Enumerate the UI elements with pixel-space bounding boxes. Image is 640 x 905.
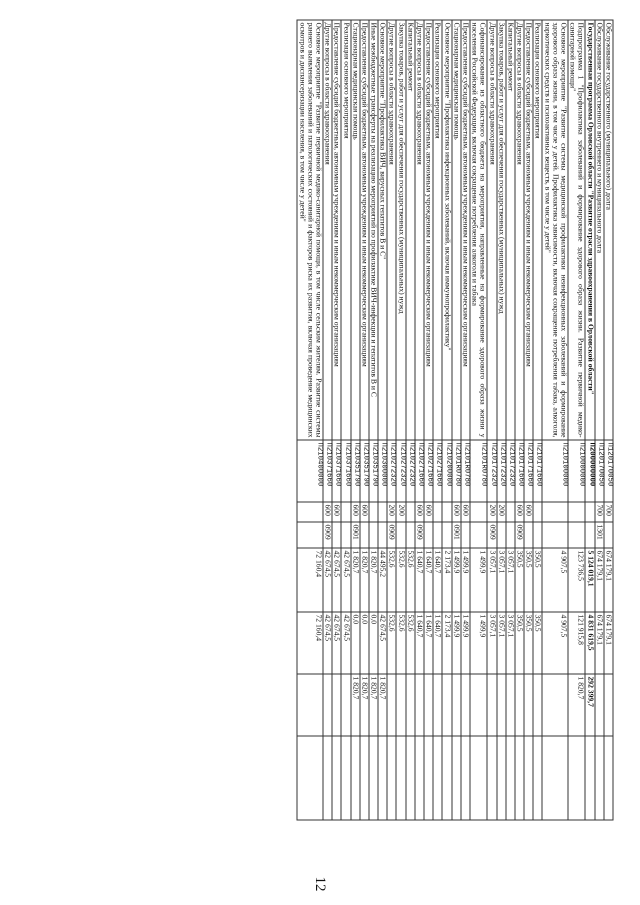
amount-total-cell: 42 674,5 (323, 548, 332, 612)
section-code-cell (332, 522, 341, 548)
amount-extra-cell (497, 736, 506, 820)
table-row (332, 20, 341, 820)
amount-total-cell: 532,6 (387, 548, 396, 612)
table-row (533, 20, 542, 820)
table-row (604, 20, 613, 820)
amount-federal-cell (433, 674, 442, 736)
amount-federal-cell: 1 820,7 (378, 674, 387, 736)
section-code-cell (497, 522, 506, 548)
table-row (487, 20, 496, 820)
row-name-cell: Предоставление субсидий бюджетным, автономным учреждениям и иным некоммерческим организациям (424, 20, 433, 440)
target-code-cell: П210272320 (387, 440, 396, 502)
amount-extra-cell (415, 736, 424, 820)
amount-federal-cell (452, 674, 461, 736)
table-row (515, 20, 524, 820)
row-name-cell: Закупка товаров, работ и услуг для обеспечения государственных (муниципальных) нужд (497, 20, 506, 440)
target-code-cell: П2101R0780 (470, 440, 487, 502)
expense-type-cell: 700 (595, 502, 604, 522)
amount-regional-cell: 42 674,5 (332, 612, 341, 674)
table-row (406, 20, 415, 820)
amount-regional-cell: 674 179,1 (604, 612, 613, 674)
row-name-cell: Государственная программа Орловской области "Развитие отрасли здравоохранения в Орловской области" (585, 20, 594, 440)
amount-total-cell: 350,5 (533, 548, 542, 612)
amount-extra-cell (585, 736, 594, 820)
row-name-cell: Основное мероприятие "Развитие первичной медико-санитарной помощи, в том числе сельским жителям. Развитие системы раннего выявления заболеваний и патологических состояний и факторов риска их развития, включая проведение медицинских осмотров и диспансеризации населения, в том числе у детей" (297, 20, 323, 440)
amount-extra-cell (461, 736, 470, 820)
expense-type-cell (533, 502, 542, 522)
budget-table (297, 20, 614, 821)
section-code-cell (604, 522, 613, 548)
row-name-cell: Капитальный ремонт (406, 20, 415, 440)
section-code-cell (461, 522, 470, 548)
table-row (351, 20, 360, 820)
row-name-cell: Другие вопросы в области здравоохранения (515, 20, 524, 440)
table-row (360, 20, 369, 820)
target-code-cell: П120170050 (604, 440, 613, 502)
target-code-cell: П2101R0780 (452, 440, 461, 502)
row-name-cell: Другие вопросы в области здравоохранения (387, 20, 396, 440)
section-code-cell (360, 522, 369, 548)
rotated-table-container (31, 20, 614, 820)
expense-type-cell: 600 (452, 502, 461, 522)
amount-regional-cell: 532,6 (406, 612, 415, 674)
target-code-cell: П210200000 (442, 440, 451, 502)
amount-regional-cell: 532,6 (387, 612, 396, 674)
table-row (470, 20, 487, 820)
amount-regional-cell: 350,5 (533, 612, 542, 674)
table-row (568, 20, 585, 820)
table-row (497, 20, 506, 820)
amount-federal-cell: 292 399,7 (585, 674, 594, 736)
expense-type-cell (406, 502, 415, 522)
section-code-cell: 0901 (452, 522, 461, 548)
section-code-cell (341, 522, 350, 548)
row-name-cell: Другие вопросы в области здравоохранения (323, 20, 332, 440)
table-row (543, 20, 569, 820)
row-name-cell: Другие вопросы в области здравоохранения (487, 20, 496, 440)
table-row (415, 20, 424, 820)
amount-total-cell: 3 057,1 (497, 548, 506, 612)
amount-regional-cell: 1 499,9 (470, 612, 487, 674)
row-name-cell: Иные межбюджетные трансферты на реализацию мероприятий по профилактике ВИЧ-инфекции и гепатитов В и С (369, 20, 378, 440)
amount-federal-cell (497, 674, 506, 736)
section-code-cell: 0909 (487, 522, 496, 548)
amount-extra-cell (332, 736, 341, 820)
section-code-cell (406, 522, 415, 548)
target-code-cell: П120170050 (595, 440, 604, 502)
table-row (452, 20, 461, 820)
section-code-cell (397, 522, 406, 548)
section-code-cell: 0909 (323, 522, 332, 548)
target-code-cell: П210272320 (406, 440, 415, 502)
amount-total-cell: 1 820,7 (369, 548, 378, 612)
amount-federal-cell (604, 674, 613, 736)
section-code-cell (378, 522, 387, 548)
expense-type-cell: 600 (461, 502, 470, 522)
section-code-cell (568, 522, 585, 548)
row-name-cell: Реализация основного мероприятия (433, 20, 442, 440)
amount-total-cell: 2 173,4 (442, 548, 451, 612)
amount-extra-cell (568, 736, 585, 820)
table-row (524, 20, 533, 820)
target-code-cell: П210171660 (515, 440, 524, 502)
amount-extra-cell (604, 736, 613, 820)
amount-total-cell: 1 640,7 (424, 548, 433, 612)
amount-regional-cell: 350,5 (524, 612, 533, 674)
expense-type-cell (433, 502, 442, 522)
amount-regional-cell: 1 499,9 (461, 612, 470, 674)
amount-extra-cell (506, 736, 515, 820)
amount-extra-cell (397, 736, 406, 820)
target-code-cell: П210171660 (524, 440, 533, 502)
table-row (506, 20, 515, 820)
target-code-cell: П210172320 (506, 440, 515, 502)
section-code-cell (442, 522, 451, 548)
target-code-cell: П200000000 (585, 440, 594, 502)
row-name-cell: Реализация основного мероприятия (341, 20, 350, 440)
section-code-cell (424, 522, 433, 548)
section-code-cell (585, 522, 594, 548)
target-code-cell: П2101R0780 (461, 440, 470, 502)
amount-federal-cell: 1 820,7 (360, 674, 369, 736)
expense-type-cell (568, 502, 585, 522)
expense-type-cell: 600 (323, 502, 332, 522)
amount-regional-cell: 0,0 (351, 612, 360, 674)
table-row (297, 20, 323, 820)
expense-type-cell: 200 (397, 502, 406, 522)
expense-type-cell: 200 (387, 502, 396, 522)
amount-total-cell: 5 124 019,1 (585, 548, 594, 612)
amount-regional-cell: 72 160,4 (297, 612, 323, 674)
amount-total-cell: 3 057,1 (506, 548, 515, 612)
amount-federal-cell (543, 674, 569, 736)
amount-regional-cell: 3 057,1 (506, 612, 515, 674)
table-row (323, 20, 332, 820)
section-code-cell (506, 522, 515, 548)
amount-federal-cell (332, 674, 341, 736)
amount-extra-cell (452, 736, 461, 820)
amount-extra-cell (323, 736, 332, 820)
amount-regional-cell: 1 499,9 (452, 612, 461, 674)
target-code-cell: П210271660 (424, 440, 433, 502)
expense-type-cell: 700 (604, 502, 613, 522)
expense-type-cell (341, 502, 350, 522)
row-name-cell: Основное мероприятие "Развитие системы медицинской профилактики неинфекционных заболеваний и формирование здорового образа жизни, в том числе у детей. Профилактика зависимости, включая сокращение потребления табака, алкоголя, наркотических средств и психоактивных веществ, в том числе у детей" (543, 20, 569, 440)
section-code-cell: 0901 (351, 522, 360, 548)
amount-extra-cell (524, 736, 533, 820)
section-code-cell (369, 522, 378, 548)
amount-total-cell: 123 736,5 (568, 548, 585, 612)
amount-regional-cell: 3 057,1 (497, 612, 506, 674)
amount-regional-cell: 1 640,7 (415, 612, 424, 674)
table-row (369, 20, 378, 820)
amount-federal-cell (323, 674, 332, 736)
amount-total-cell: 1 640,7 (433, 548, 442, 612)
amount-extra-cell (533, 736, 542, 820)
amount-total-cell: 42 674,5 (341, 548, 350, 612)
section-code-cell: 0909 (415, 522, 424, 548)
amount-total-cell: 1 499,9 (470, 548, 487, 612)
amount-federal-cell (595, 674, 604, 736)
expense-type-cell: 200 (487, 502, 496, 522)
amount-total-cell: 350,5 (524, 548, 533, 612)
row-name-cell: Предоставление субсидий бюджетным, автономным учреждениям и иным некоммерческим организациям (332, 20, 341, 440)
amount-total-cell: 3 057,1 (487, 548, 496, 612)
amount-regional-cell: 0,0 (360, 612, 369, 674)
section-code-cell (470, 522, 487, 548)
amount-extra-cell (360, 736, 369, 820)
section-code-cell: 0909 (515, 522, 524, 548)
amount-federal-cell (424, 674, 433, 736)
amount-regional-cell: 350,5 (515, 612, 524, 674)
expense-type-cell: 600 (332, 502, 341, 522)
amount-federal-cell (470, 674, 487, 736)
target-code-cell: П210371660 (341, 440, 350, 502)
target-code-cell: П210000000 (568, 440, 585, 502)
amount-federal-cell: 1 820,7 (568, 674, 585, 736)
target-code-cell: П210100000 (543, 440, 569, 502)
expense-type-cell: 600 (415, 502, 424, 522)
amount-regional-cell: 674 179,1 (595, 612, 604, 674)
target-code-cell: П210172320 (487, 440, 496, 502)
section-code-cell (543, 522, 569, 548)
section-code-cell (297, 522, 323, 548)
amount-regional-cell: 532,6 (397, 612, 406, 674)
row-name-cell: Закупка товаров, работ и услуг для обеспечения государственных (муниципальных) нужд (397, 20, 406, 440)
row-name-cell: Основное мероприятие "Профилактика ВИЧ, вирусных гепатитов В и С" (378, 20, 387, 440)
amount-federal-cell (442, 674, 451, 736)
row-name-cell: Обслуживание государственного внутреннего и муниципального долга (595, 20, 604, 440)
row-name-cell: Предоставление субсидий бюджетным, автономным учреждениям и иным некоммерческим организациям (360, 20, 369, 440)
table-row (387, 20, 396, 820)
amount-total-cell: 350,5 (515, 548, 524, 612)
row-name-cell: Обслуживание государственного (муниципального) долга (604, 20, 613, 440)
target-code-cell: П210351790 (369, 440, 378, 502)
amount-regional-cell: 3 057,1 (487, 612, 496, 674)
section-code-cell (533, 522, 542, 548)
expense-type-cell (442, 502, 451, 522)
amount-federal-cell (506, 674, 515, 736)
expense-type-cell (378, 502, 387, 522)
amount-regional-cell: 2 173,4 (442, 612, 451, 674)
expense-type-cell (470, 502, 487, 522)
amount-regional-cell: 4 831 619,5 (585, 612, 594, 674)
amount-federal-cell (415, 674, 424, 736)
section-code-cell (433, 522, 442, 548)
amount-extra-cell (595, 736, 604, 820)
expense-type-cell: 600 (424, 502, 433, 522)
row-name-cell: Капитальный ремонт (506, 20, 515, 440)
amount-regional-cell: 1 640,7 (433, 612, 442, 674)
table-row (442, 20, 451, 820)
amount-total-cell: 674 179,1 (604, 548, 613, 612)
amount-extra-cell (487, 736, 496, 820)
amount-extra-cell (406, 736, 415, 820)
amount-extra-cell (378, 736, 387, 820)
amount-extra-cell (387, 736, 396, 820)
expense-type-cell: 600 (524, 502, 533, 522)
amount-regional-cell: 0,0 (369, 612, 378, 674)
row-name-cell: Предоставление субсидий бюджетным, автономным учреждениям и иным некоммерческим организациям (461, 20, 470, 440)
amount-regional-cell: 42 674,5 (323, 612, 332, 674)
amount-extra-cell (433, 736, 442, 820)
amount-federal-cell (524, 674, 533, 736)
amount-total-cell: 1 499,9 (461, 548, 470, 612)
amount-federal-cell (406, 674, 415, 736)
target-code-cell: П210371660 (323, 440, 332, 502)
target-code-cell: П210272320 (397, 440, 406, 502)
amount-total-cell: 532,6 (397, 548, 406, 612)
amount-federal-cell (533, 674, 542, 736)
target-code-cell: П210271660 (415, 440, 424, 502)
target-code-cell: П210271660 (433, 440, 442, 502)
amount-extra-cell (297, 736, 323, 820)
amount-extra-cell (543, 736, 569, 820)
amount-extra-cell (424, 736, 433, 820)
target-code-cell: П210300000 (378, 440, 387, 502)
amount-total-cell: 72 160,4 (297, 548, 323, 612)
table-row (378, 20, 387, 820)
amount-extra-cell (442, 736, 451, 820)
amount-federal-cell (397, 674, 406, 736)
page-number: 12 (312, 876, 328, 892)
amount-federal-cell: 1 820,7 (369, 674, 378, 736)
amount-federal-cell: 1 820,7 (351, 674, 360, 736)
row-name-cell: Стационарная медицинская помощь (452, 20, 461, 440)
row-name-cell: Основное мероприятие "Профилактика инфекционных заболеваний, включая иммунопрофилактику" (442, 20, 451, 440)
expense-type-cell: 600 (351, 502, 360, 522)
expense-type-cell (506, 502, 515, 522)
row-name-cell: Софинансирование из областного бюджета на мероприятия, направленные на формирование здорового образа жизни у населения Российской Федерации, включая сокращение потребления алкоголя и табака (470, 20, 487, 440)
document-page (30, 20, 613, 820)
table-row (341, 20, 350, 820)
amount-federal-cell (515, 674, 524, 736)
row-name-cell: Предоставление субсидий бюджетным, автономным учреждениям и иным некоммерческим организациям (524, 20, 533, 440)
row-name-cell: Другие вопросы в области здравоохранения (415, 20, 424, 440)
amount-extra-cell (351, 736, 360, 820)
expense-type-cell (369, 502, 378, 522)
amount-regional-cell: 121 915,8 (568, 612, 585, 674)
amount-total-cell: 1 499,9 (452, 548, 461, 612)
expense-type-cell (297, 502, 323, 522)
target-code-cell: П210371660 (332, 440, 341, 502)
table-row (461, 20, 470, 820)
expense-type-cell: 200 (497, 502, 506, 522)
amount-total-cell: 44 495,2 (378, 548, 387, 612)
target-code-cell: П210171660 (533, 440, 542, 502)
table-row (433, 20, 442, 820)
section-code-cell: 0909 (387, 522, 396, 548)
section-code-cell: 1301 (595, 522, 604, 548)
amount-regional-cell: 42 674,5 (341, 612, 350, 674)
budget-table-body (297, 20, 613, 820)
amount-total-cell: 4 907,5 (543, 548, 569, 612)
amount-federal-cell (461, 674, 470, 736)
amount-federal-cell (297, 674, 323, 736)
amount-regional-cell: 42 674,5 (378, 612, 387, 674)
target-code-cell: П210400000 (297, 440, 323, 502)
row-name-cell: Реализация основного мероприятия (533, 20, 542, 440)
amount-total-cell: 1 820,7 (351, 548, 360, 612)
table-row (585, 20, 594, 820)
table-row (595, 20, 604, 820)
amount-federal-cell (341, 674, 350, 736)
expense-type-cell: 600 (515, 502, 524, 522)
table-row (424, 20, 433, 820)
amount-total-cell: 532,6 (406, 548, 415, 612)
target-code-cell: П210351790 (351, 440, 360, 502)
expense-type-cell (585, 502, 594, 522)
amount-total-cell: 42 674,5 (332, 548, 341, 612)
amount-regional-cell: 4 907,5 (543, 612, 569, 674)
section-code-cell (524, 522, 533, 548)
amount-federal-cell (487, 674, 496, 736)
row-name-cell: Подпрограмма 1 "Профилактика заболеваний и формирование здорового образа жизни. Развитие первичной медико-санитарной помощи" (568, 20, 585, 440)
target-code-cell: П210351790 (360, 440, 369, 502)
amount-federal-cell (387, 674, 396, 736)
amount-extra-cell (470, 736, 487, 820)
amount-regional-cell: 1 640,7 (424, 612, 433, 674)
table-row (397, 20, 406, 820)
target-code-cell: П210172320 (497, 440, 506, 502)
expense-type-cell: 600 (360, 502, 369, 522)
amount-total-cell: 1 820,7 (360, 548, 369, 612)
amount-total-cell: 1 640,7 (415, 548, 424, 612)
amount-extra-cell (515, 736, 524, 820)
row-name-cell: Стационарная медицинская помощь (351, 20, 360, 440)
amount-extra-cell (341, 736, 350, 820)
expense-type-cell (543, 502, 569, 522)
amount-extra-cell (369, 736, 378, 820)
amount-total-cell: 674 179,1 (595, 548, 604, 612)
